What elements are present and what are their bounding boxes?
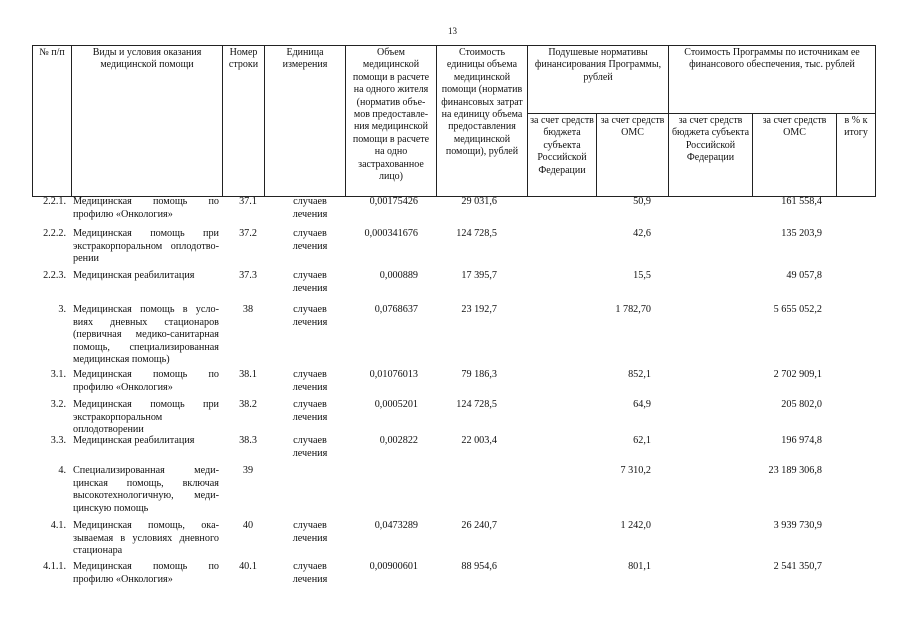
row-unit: случаев лечения bbox=[292, 270, 328, 294]
header-prog-oms: за счет средств ОМС bbox=[752, 113, 837, 197]
row-program-oms: 205 802,0 bbox=[781, 399, 822, 410]
header-col-line: Номер строки bbox=[222, 45, 265, 197]
row-unit: случаев лечения bbox=[292, 435, 328, 459]
row-line: 37.3 bbox=[239, 270, 257, 281]
row-line: 40.1 bbox=[239, 561, 257, 572]
row-number: 3. bbox=[58, 304, 66, 315]
header-col-name: Виды и условия оказания медицинской помощи bbox=[71, 45, 223, 197]
row-program-oms: 2 702 909,1 bbox=[773, 369, 822, 380]
row-line: 38.2 bbox=[239, 399, 257, 410]
row-norm-oms: 1 242,0 bbox=[620, 520, 651, 531]
row-norm-oms: 1 782,70 bbox=[615, 304, 651, 315]
row-name: Медицинская помощь по профилю «Онкология» bbox=[73, 369, 219, 393]
row-norm-oms: 50,9 bbox=[633, 196, 651, 207]
header-group-program: Стоимость Программы по источникам ее финансового обеспечения, тыс. рублей bbox=[668, 45, 876, 114]
row-name: Специализированная меди- цинская помощь, включая высокотехнологичную, меди- цинскую помощь bbox=[73, 465, 219, 514]
header-col-unit: Единица измерения bbox=[264, 45, 346, 197]
header-norm-budget: за счет средств бюджета субъекта Российской Федерации bbox=[527, 113, 597, 197]
row-cost: 79 186,3 bbox=[461, 369, 497, 380]
row-norm-oms: 852,1 bbox=[628, 369, 651, 380]
page-number: 13 bbox=[448, 26, 457, 36]
row-program-oms: 196 974,8 bbox=[781, 435, 822, 446]
row-number: 4. bbox=[58, 465, 66, 476]
row-volume: 0,002822 bbox=[379, 435, 418, 446]
header-col-cost: Стоимость единицы объема медицинской помощи (норматив финансовых затрат на единицу объема предоставления медицинской помощи), рублей bbox=[436, 45, 528, 197]
row-volume: 0,0473289 bbox=[374, 520, 418, 531]
row-program-oms: 5 655 052,2 bbox=[773, 304, 822, 315]
row-cost: 124 728,5 bbox=[456, 228, 497, 239]
row-name: Медицинская помощь в усло- виях дневных стационаров (первичная медико-санитарная помощь, специализированная медицинская помощь) bbox=[73, 304, 219, 366]
row-cost: 17 395,7 bbox=[461, 270, 497, 281]
header-prog-pct: в % к итогу bbox=[836, 113, 876, 197]
row-unit: случаев лечения bbox=[292, 561, 328, 585]
row-line: 37.2 bbox=[239, 228, 257, 239]
row-norm-oms: 7 310,2 bbox=[620, 465, 651, 476]
row-volume: 0,0005201 bbox=[374, 399, 418, 410]
row-line: 38 bbox=[242, 304, 254, 315]
row-line: 38.3 bbox=[239, 435, 257, 446]
row-number: 3.2. bbox=[50, 399, 66, 410]
row-volume: 0,0768637 bbox=[374, 304, 418, 315]
row-norm-oms: 62,1 bbox=[633, 435, 651, 446]
row-name: Медицинская помощь, ока- зываемая в условиях дневного стационара bbox=[73, 520, 219, 557]
row-program-oms: 49 057,8 bbox=[786, 270, 822, 281]
row-program-oms: 2 541 350,7 bbox=[773, 561, 822, 572]
row-name: Медицинская помощь при экстракорпоральном оплодотво- рении bbox=[73, 228, 219, 265]
row-cost: 29 031,6 bbox=[461, 196, 497, 207]
row-number: 2.2.1. bbox=[43, 196, 66, 207]
row-unit: случаев лечения bbox=[292, 520, 328, 544]
row-unit: случаев лечения bbox=[292, 196, 328, 220]
row-name: Медицинская реабилитация bbox=[73, 270, 195, 281]
row-number: 2.2.2. bbox=[43, 228, 66, 239]
header-norm-oms: за счет средств ОМС bbox=[596, 113, 669, 197]
row-number: 3.1. bbox=[50, 369, 66, 380]
row-cost: 124 728,5 bbox=[456, 399, 497, 410]
row-cost: 22 003,4 bbox=[461, 435, 497, 446]
row-line: 37.1 bbox=[239, 196, 257, 207]
row-number: 4.1. bbox=[50, 520, 66, 531]
row-program-oms: 135 203,9 bbox=[781, 228, 822, 239]
row-name: Медицинская помощь по профилю «Онкология» bbox=[73, 196, 219, 220]
row-line: 40 bbox=[242, 520, 254, 531]
row-norm-oms: 15,5 bbox=[633, 270, 651, 281]
row-unit: случаев лечения bbox=[292, 369, 328, 393]
row-name: Медицинская помощь по профилю «Онкология» bbox=[73, 561, 219, 585]
row-line: 39 bbox=[242, 465, 254, 476]
row-program-oms: 161 558,4 bbox=[781, 196, 822, 207]
header-group-norms: Подушевые нормативы финансирования Программы, рублей bbox=[527, 45, 669, 114]
row-program-oms: 23 189 306,8 bbox=[768, 465, 822, 476]
row-unit: случаев лечения bbox=[292, 228, 328, 252]
row-volume: 0,000341676 bbox=[364, 228, 418, 239]
row-unit: случаев лечения bbox=[292, 399, 328, 423]
row-number: 4.1.1. bbox=[43, 561, 66, 572]
row-cost: 26 240,7 bbox=[461, 520, 497, 531]
row-volume: 0,01076013 bbox=[369, 369, 418, 380]
header-col-volume: Объем медицинской помощи в расчете на одного жителя (норматив объе- мов предоставле- ния медицинской помощи в расчете на одно застрахованное лицо) bbox=[345, 45, 437, 197]
row-cost: 23 192,7 bbox=[461, 304, 497, 315]
row-cost: 88 954,6 bbox=[461, 561, 497, 572]
row-norm-oms: 42,6 bbox=[633, 228, 651, 239]
row-norm-oms: 64,9 bbox=[633, 399, 651, 410]
row-program-oms: 3 939 730,9 bbox=[773, 520, 822, 531]
header-prog-budget: за счет средств бюджета субъекта Российской Федерации bbox=[668, 113, 753, 197]
row-name: Медицинская реабилитация bbox=[73, 435, 195, 446]
row-volume: 0,00900601 bbox=[369, 561, 418, 572]
row-number: 2.2.3. bbox=[43, 270, 66, 281]
row-unit: случаев лечения bbox=[292, 304, 328, 328]
header-col-num: № п/п bbox=[32, 45, 72, 197]
row-volume: 0,000889 bbox=[379, 270, 418, 281]
row-line: 38.1 bbox=[239, 369, 257, 380]
row-number: 3.3. bbox=[50, 435, 66, 446]
row-name: Медицинская помощь при экстракорпоральном оплодотворении bbox=[73, 399, 219, 436]
row-volume: 0,00175426 bbox=[369, 196, 418, 207]
row-norm-oms: 801,1 bbox=[628, 561, 651, 572]
